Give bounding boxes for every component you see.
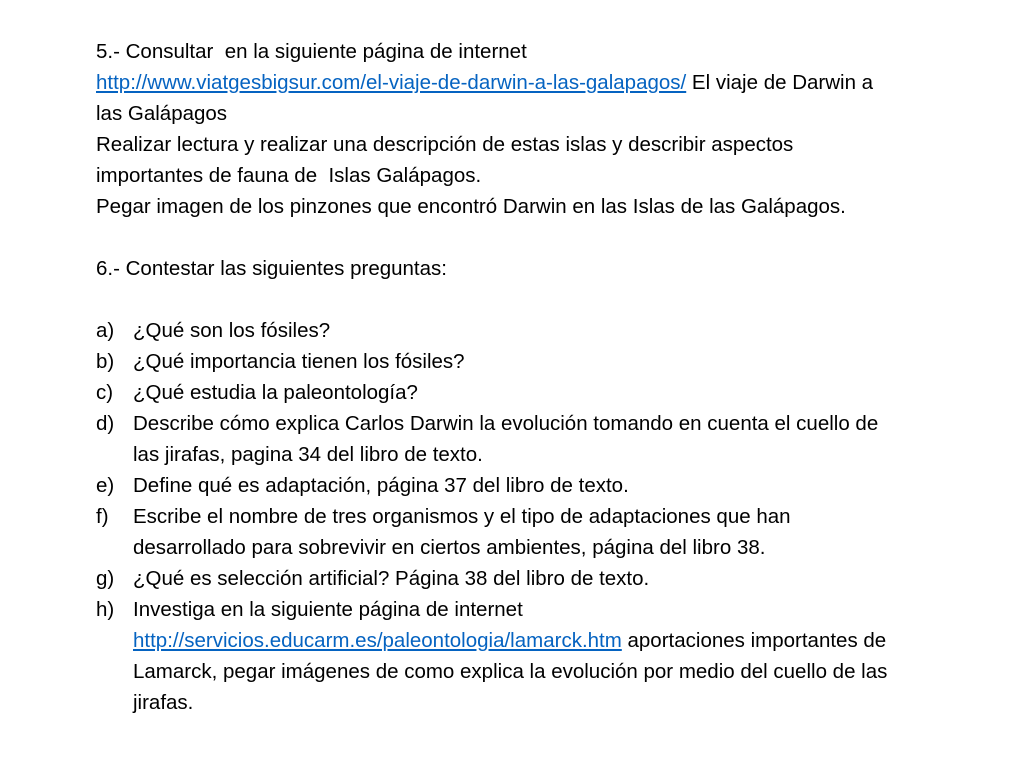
question-text-after-link: aportaciones importantes de Lamarck, pegar imágenes de como explica la evolución por medio del cuello de las jirafas. <box>133 629 888 714</box>
section5-heading-text: 5.- Consultar en la siguiente página de internet <box>96 40 527 63</box>
question-text: Escribe el nombre de tres organismos y el tipo de adaptaciones que han desarrollado para sobrevivir en ciertos ambientes, página del libro 38. <box>133 505 791 559</box>
question-marker: f) <box>96 505 109 528</box>
question-marker: b) <box>96 350 115 373</box>
section5-instruction-reading: Realizar lectura y realizar una descripción de estas islas y describir aspectos importantes de fauna de Islas Galápagos. <box>96 133 800 187</box>
question-item <box>96 563 896 594</box>
educarm-lamarck-link[interactable]: http://servicios.educarm.es/paleontologia/lamarck.htm <box>133 629 622 652</box>
spacer <box>96 284 896 315</box>
question-item <box>96 594 896 718</box>
question-text-before-link: Investiga en la siguiente página de internet <box>133 598 523 621</box>
viatgesbigsur-link[interactable]: http://www.viatgesbigsur.com/el-viaje-de-darwin-a-las-galapagos/ <box>96 71 687 94</box>
question-marker: c) <box>96 381 114 404</box>
question-marker: d) <box>96 412 115 435</box>
section5-heading <box>96 36 896 129</box>
question-item <box>96 315 896 346</box>
question-marker: e) <box>96 474 115 497</box>
slide-content <box>96 36 896 718</box>
question-item <box>96 501 896 563</box>
question-text: Define qué es adaptación, página 37 del libro de texto. <box>133 474 629 497</box>
question-text: ¿Qué importancia tienen los fósiles? <box>133 350 465 373</box>
question-text: ¿Qué son los fósiles? <box>133 319 331 342</box>
section5-link-suffix: El viaje de Darwin a las Galápagos <box>96 71 879 125</box>
question-text: Describe cómo explica Carlos Darwin la evolución tomando en cuenta el cuello de las jirafas, pagina 34 del libro de texto. <box>133 412 879 466</box>
section6-heading: 6.- Contestar las siguientes preguntas: <box>96 257 447 280</box>
question-item <box>96 408 896 470</box>
question-item <box>96 470 896 501</box>
question-item <box>96 346 896 377</box>
section5-instruction-image: Pegar imagen de los pinzones que encontró Darwin en las Islas de las Galápagos. <box>96 195 846 218</box>
question-text: ¿Qué es selección artificial? Página 38 del libro de texto. <box>133 567 650 590</box>
question-item <box>96 377 896 408</box>
question-marker: a) <box>96 319 115 342</box>
question-marker: g) <box>96 567 115 590</box>
questions-list <box>96 315 896 718</box>
question-text: ¿Qué estudia la paleontología? <box>133 381 418 404</box>
spacer <box>96 222 896 253</box>
question-marker: h) <box>96 598 115 621</box>
